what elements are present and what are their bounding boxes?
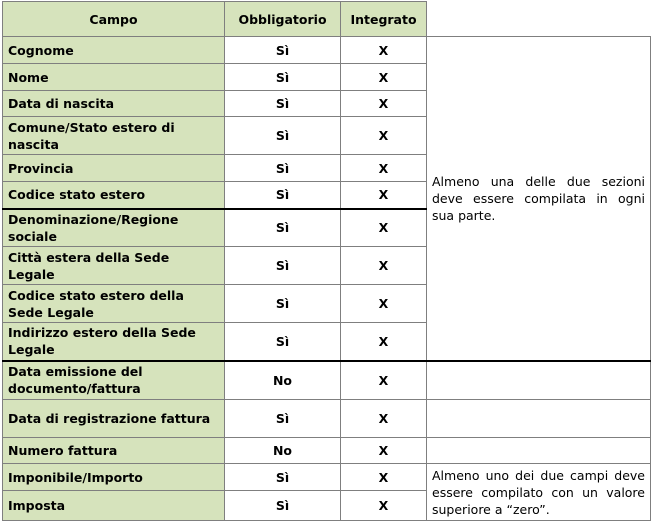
field-name: Numero fattura (3, 438, 225, 464)
fields-table (2, 1, 651, 521)
empty-cell (427, 400, 651, 438)
integrated-mark: X (341, 491, 427, 521)
empty-cell (427, 438, 651, 464)
header-row (3, 2, 651, 37)
integrated-mark: X (341, 209, 427, 247)
required-value: Sì (225, 117, 341, 155)
required-value: Sì (225, 491, 341, 521)
table-row (3, 400, 651, 438)
required-value: Sì (225, 400, 341, 438)
note-amounts: Almeno uno dei due campi deve essere compilato con un valore superiore a “zero”. (427, 464, 651, 521)
field-name: Imponibile/Importo (3, 464, 225, 491)
note-sections: Almeno una delle due sezioni deve essere compilata in ogni sua parte. (427, 37, 651, 361)
integrated-mark: X (341, 37, 427, 64)
required-value: Sì (225, 323, 341, 361)
field-name: Codice stato estero della Sede Legale (3, 285, 225, 323)
field-name: Nome (3, 64, 225, 91)
field-name: Imposta (3, 491, 225, 521)
table-row (3, 361, 651, 400)
field-name: Città estera della Sede Legale (3, 247, 225, 285)
table-row (3, 37, 651, 64)
empty-cell (427, 361, 651, 400)
required-value: Sì (225, 64, 341, 91)
field-name: Codice stato estero (3, 182, 225, 209)
integrated-mark: X (341, 155, 427, 182)
required-value: Sì (225, 37, 341, 64)
required-value: Sì (225, 155, 341, 182)
integrated-mark: X (341, 117, 427, 155)
required-value: Sì (225, 464, 341, 491)
header-obbligatorio: Obbligatorio (225, 2, 341, 37)
table-row (3, 464, 651, 491)
integrated-mark: X (341, 438, 427, 464)
header-campo: Campo (3, 2, 225, 37)
required-value: No (225, 361, 341, 400)
required-value: Sì (225, 285, 341, 323)
required-value: Sì (225, 182, 341, 209)
field-name: Indirizzo estero della Sede Legale (3, 323, 225, 361)
required-value: Sì (225, 91, 341, 117)
field-name: Provincia (3, 155, 225, 182)
field-name: Data emissione del documento/fattura (3, 361, 225, 400)
field-name: Comune/Stato estero di nascita (3, 117, 225, 155)
integrated-mark: X (341, 285, 427, 323)
field-name: Cognome (3, 37, 225, 64)
integrated-mark: X (341, 64, 427, 91)
required-value: Sì (225, 247, 341, 285)
header-blank (427, 2, 651, 37)
integrated-mark: X (341, 323, 427, 361)
field-name: Data di nascita (3, 91, 225, 117)
integrated-mark: X (341, 182, 427, 209)
integrated-mark: X (341, 91, 427, 117)
integrated-mark: X (341, 464, 427, 491)
header-integrato: Integrato (341, 2, 427, 37)
table-row (3, 438, 651, 464)
integrated-mark: X (341, 361, 427, 400)
required-value: No (225, 438, 341, 464)
integrated-mark: X (341, 247, 427, 285)
field-name: Denominazione/Regione sociale (3, 209, 225, 247)
integrated-mark: X (341, 400, 427, 438)
required-value: Sì (225, 209, 341, 247)
field-name: Data di registrazione fattura (3, 400, 225, 438)
